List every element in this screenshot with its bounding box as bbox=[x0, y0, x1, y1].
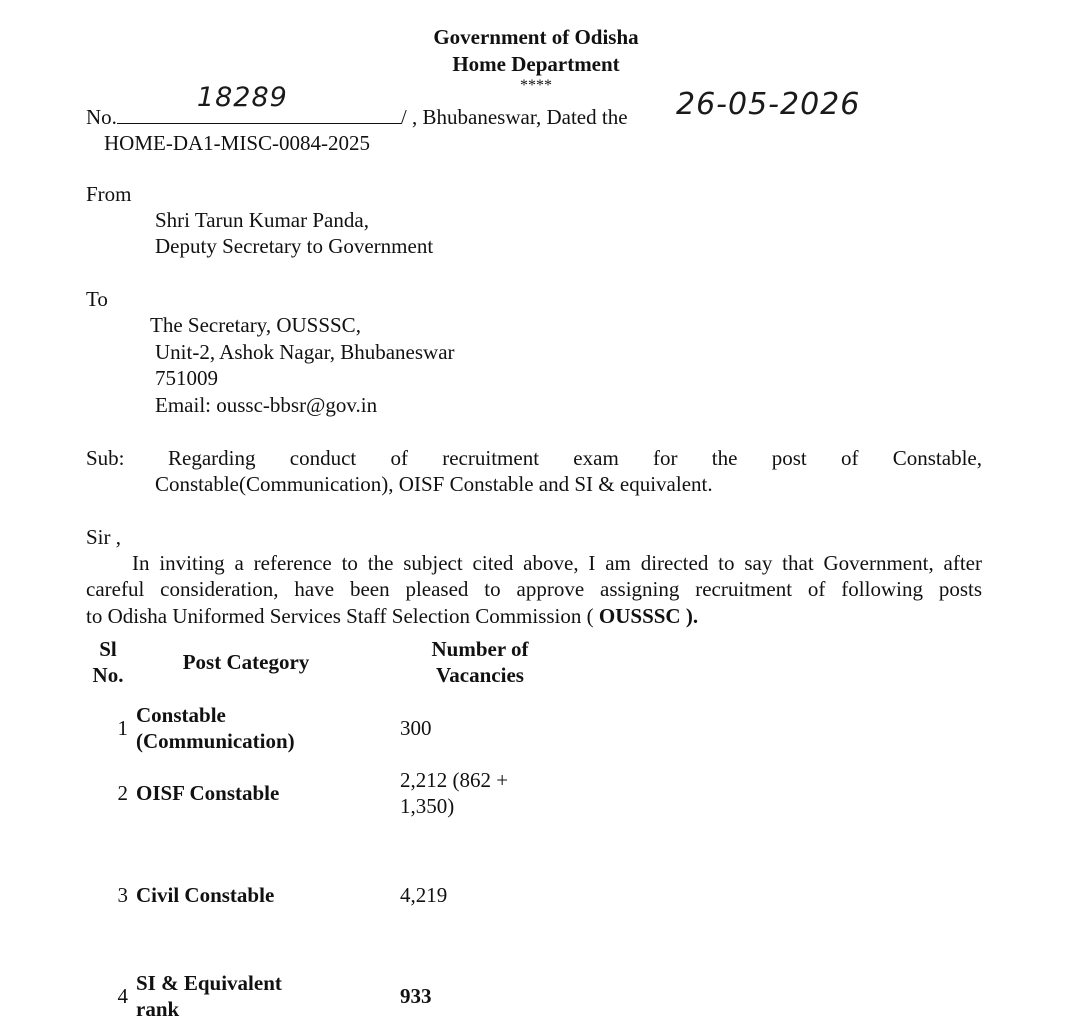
row-post-line2: (Communication) bbox=[136, 729, 295, 753]
row-sl: 3 bbox=[117, 883, 128, 907]
row-post: OISF Constable bbox=[136, 781, 280, 805]
commission-abbreviation: OUSSSC bbox=[598, 604, 681, 628]
letter-number-label: No. bbox=[86, 105, 117, 129]
table-row bbox=[84, 690, 560, 766]
to-line3: 751009 bbox=[155, 366, 218, 390]
letter-number-blank bbox=[117, 82, 401, 124]
letter-number-handwritten: 18289 bbox=[196, 82, 288, 113]
row-vacancies bbox=[400, 766, 560, 820]
to-line1: The Secretary, OUSSSC, bbox=[150, 313, 361, 337]
to-email: Email: oussc-bbsr@gov.in bbox=[155, 393, 378, 417]
header-department: Home Department bbox=[452, 52, 620, 76]
table-row bbox=[84, 970, 560, 1022]
row-post: Civil Constable bbox=[136, 883, 275, 907]
file-number: HOME-DA1-MISC-0084-2025 bbox=[104, 131, 370, 155]
table-row bbox=[84, 820, 560, 970]
row-vacancies-line1: 2,212 (862 + bbox=[400, 768, 509, 792]
row-post bbox=[132, 690, 400, 766]
date-handwritten: 26-05-2026 bbox=[676, 87, 861, 122]
header-vacancies-line2: Vacancies bbox=[436, 663, 524, 687]
row-post-line2: rank bbox=[136, 997, 180, 1021]
row-sl: 2 bbox=[117, 781, 128, 805]
row-vacancies: 300 bbox=[400, 716, 432, 740]
from-name: Shri Tarun Kumar Panda, bbox=[155, 208, 369, 232]
to-line2: Unit-2, Ashok Nagar, Bhubaneswar bbox=[155, 340, 455, 364]
row-vacancies: 933 bbox=[400, 984, 432, 1008]
header-post-category: Post Category bbox=[182, 650, 310, 674]
subject-line2: Constable(Communication), OISF Constable and SI & equivalent. bbox=[155, 472, 713, 496]
table-row bbox=[84, 766, 560, 820]
header-vacancies bbox=[400, 634, 560, 690]
to-label: To bbox=[86, 287, 108, 311]
row-post bbox=[132, 970, 400, 1022]
subject-line1: Regarding conduct of recruitment exam for the post of Constable, bbox=[168, 446, 982, 470]
letter-number-line bbox=[86, 82, 628, 130]
body-line3-start: to Odisha Uniformed Services Staff Selection Commission ( bbox=[86, 604, 594, 628]
from-designation: Deputy Secretary to Government bbox=[155, 234, 434, 258]
table-header-row bbox=[84, 634, 560, 690]
header-sl-no bbox=[84, 634, 132, 690]
posts-table bbox=[84, 634, 560, 1022]
header-vacancies-line1: Number of bbox=[431, 637, 529, 661]
header-sl-line2: No. bbox=[92, 663, 124, 687]
subject-label: Sub: bbox=[86, 446, 125, 470]
body-line2: careful consideration, have been pleased to approve assigning recruitment of following posts bbox=[86, 577, 982, 601]
row-sl: 1 bbox=[117, 716, 128, 740]
row-sl: 4 bbox=[117, 984, 128, 1008]
row-vacancies-line2: 1,350) bbox=[400, 794, 455, 818]
body-line3-end: ). bbox=[685, 604, 699, 628]
row-vacancies: 4,219 bbox=[400, 883, 448, 907]
row-post-line1: SI & Equivalent bbox=[136, 971, 282, 995]
from-label: From bbox=[86, 182, 132, 206]
place-dated-text: / , Bhubaneswar, Dated the bbox=[400, 105, 628, 129]
header-sl-line1: Sl bbox=[99, 637, 117, 661]
header-government: Government of Odisha bbox=[433, 25, 639, 49]
row-post-line1: Constable bbox=[136, 703, 226, 727]
body-line1: In inviting a reference to the subject cited above, I am directed to say that Government, after bbox=[132, 551, 982, 575]
body-line3 bbox=[86, 603, 698, 629]
header-stars: **** bbox=[520, 77, 552, 94]
salutation: Sir , bbox=[86, 525, 122, 549]
